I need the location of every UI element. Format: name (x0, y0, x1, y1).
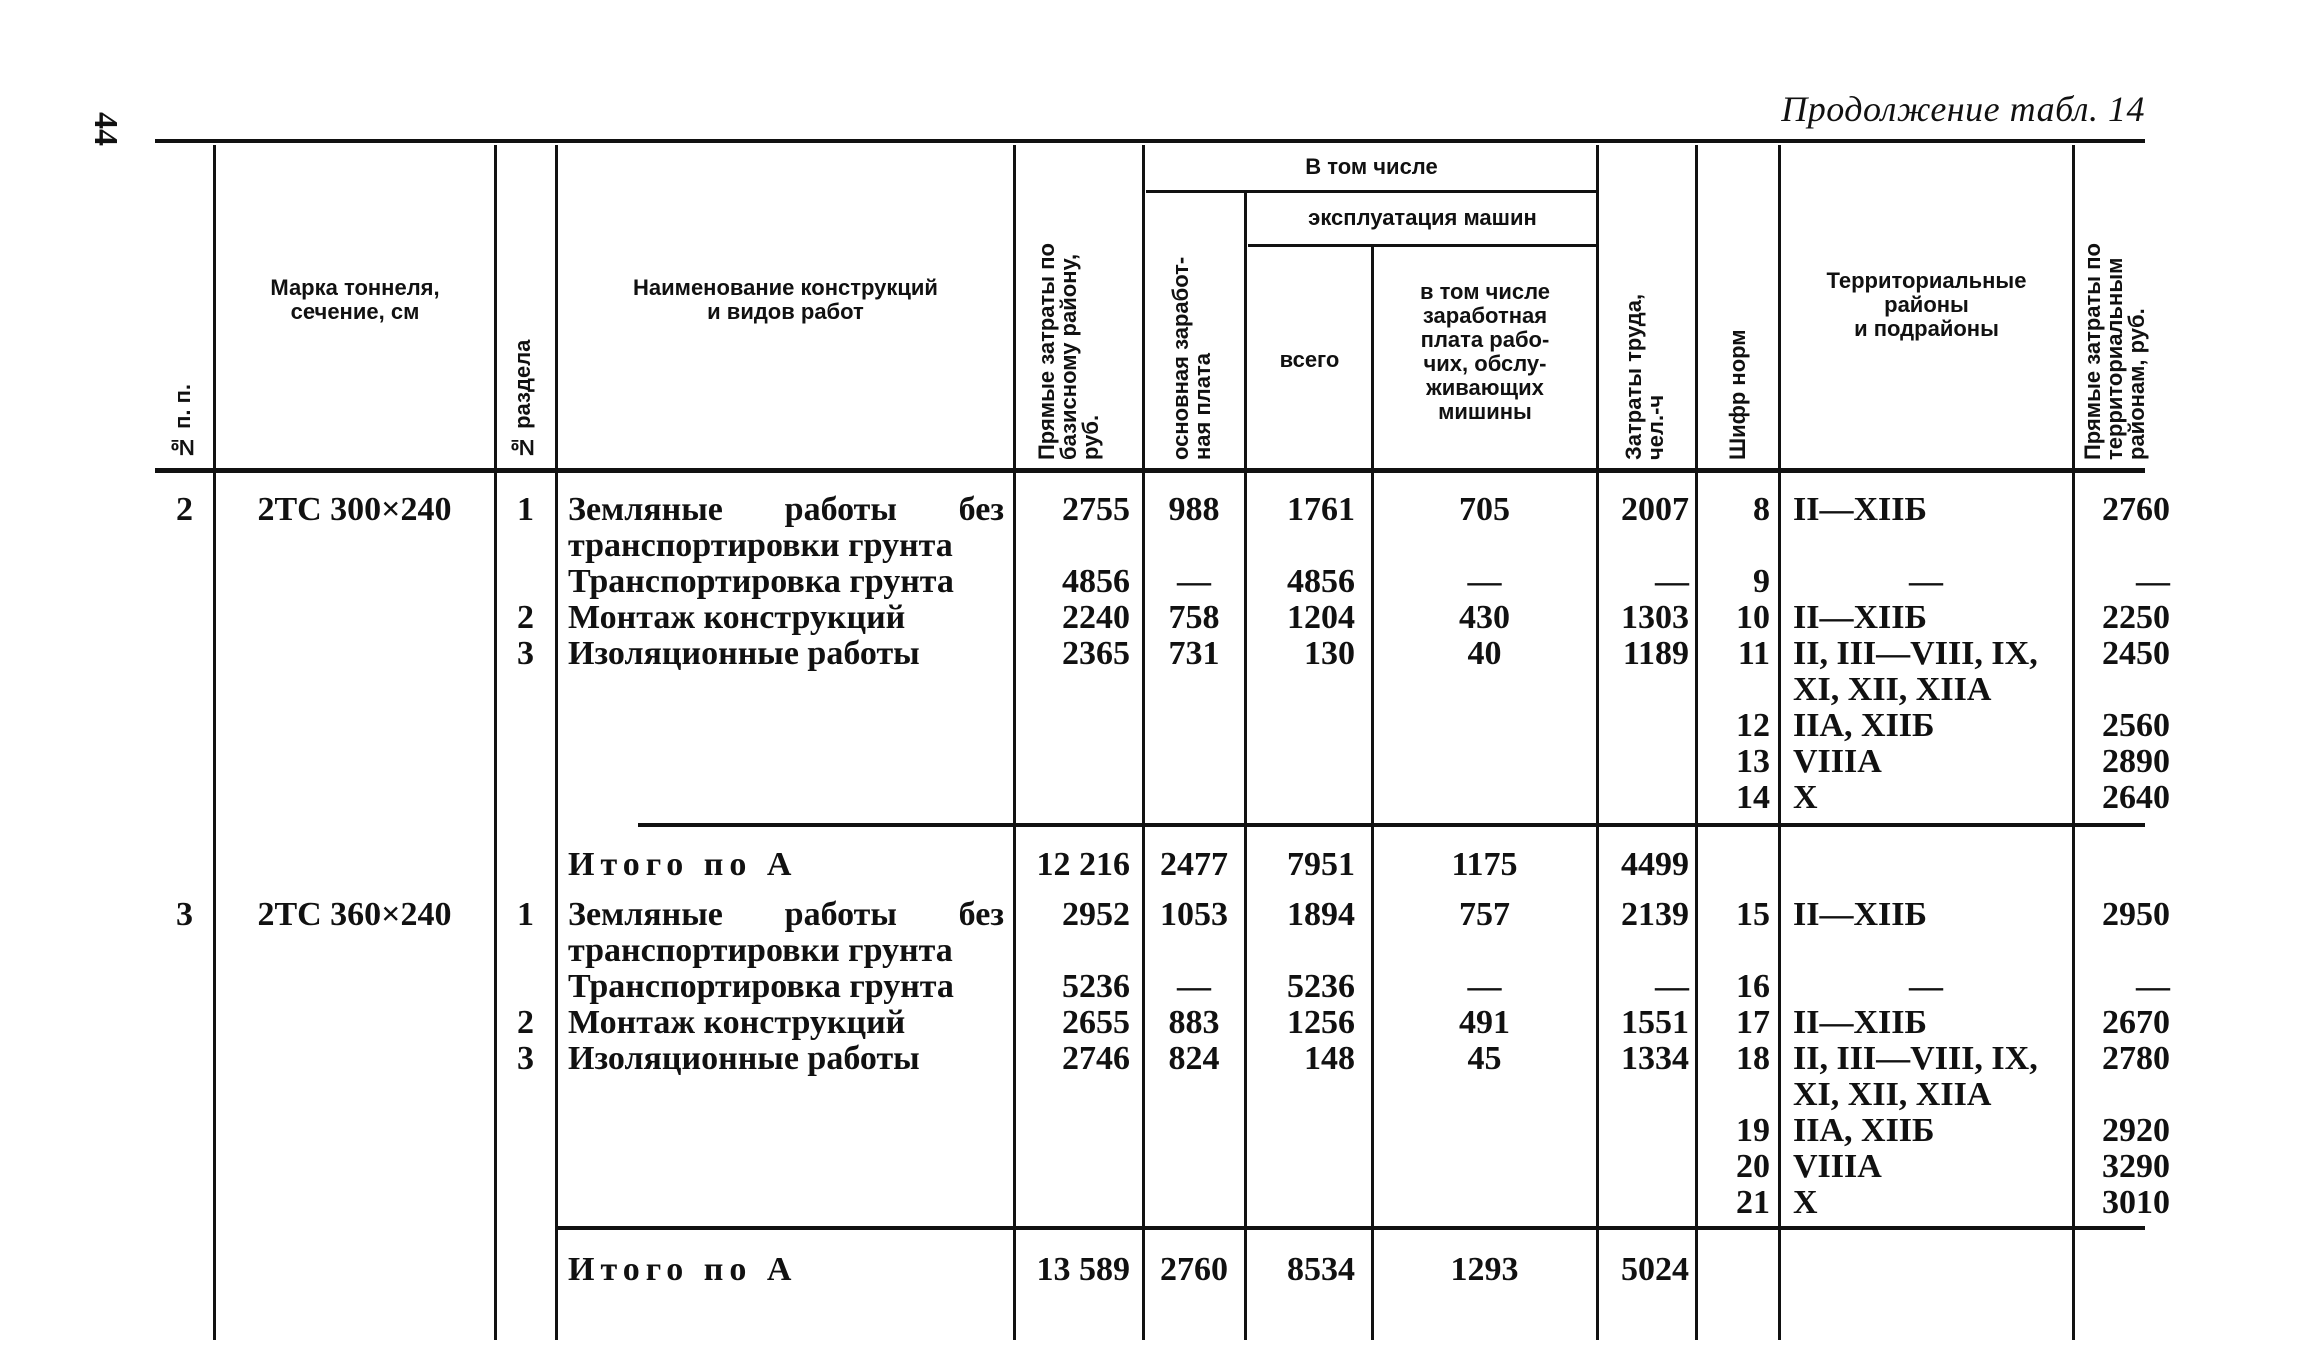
territorial-region: VIIIA (1793, 1148, 1882, 1185)
header-mach-wage: в том числе заработная плата рабо- чих, обслу- живающих мишины (1419, 279, 1551, 424)
header-bottom-rule (155, 468, 2145, 473)
territorial-region: VIIIA (1793, 743, 1882, 780)
territorial-cost: 2760 (2102, 491, 2170, 528)
subtotal-rule (555, 1226, 2145, 1230)
labor-cost: — (1655, 968, 1689, 1005)
norm-code: 21 (1736, 1184, 1770, 1221)
section-number: 3 (517, 1040, 534, 1077)
page-number: 44 (87, 112, 124, 146)
header-labor: Затраты труда, чел.-ч (1621, 293, 1668, 460)
machine-cost: 148 (1304, 1040, 1355, 1077)
work-name: Монтаж конструкций (568, 1004, 906, 1041)
work-name: Монтаж конструкций (568, 599, 906, 636)
direct-cost: 2952 (1062, 896, 1130, 933)
territorial-region: XI, XII, XIIA (1793, 671, 1992, 708)
labor-cost: 1334 (1621, 1040, 1689, 1077)
work-name: Изоляционные работы (568, 1040, 920, 1077)
header-name: Наименование конструкций и видов работ (633, 275, 938, 324)
header-regions: Территориальные районы и подрайоны (1826, 268, 2027, 341)
territorial-cost: 2890 (2102, 743, 2170, 780)
territorial-cost: 2950 (2102, 896, 2170, 933)
subtotal-machine-wage: 1175 (1451, 846, 1518, 883)
header-direct: Прямые затраты по базисному району, руб. (1034, 243, 1103, 460)
subtotal-labor-cost: 4499 (1621, 846, 1689, 883)
header-section: № раздела (510, 339, 535, 460)
territorial-cost: 2920 (2102, 1112, 2170, 1149)
table-continuation-title: Продолжение табл. 14 (1781, 89, 2145, 129)
territorial-cost: 3290 (2102, 1148, 2170, 1185)
machine-cost: 4856 (1287, 563, 1355, 600)
header-machines: эксплуатация машин (1308, 205, 1537, 230)
work-name: Транспортировка грунта (568, 563, 954, 600)
col-divider (494, 145, 497, 1340)
section-number: 3 (517, 635, 534, 672)
territorial-cost: 2250 (2102, 599, 2170, 636)
territorial-region: II, III—VIII, IX, (1793, 635, 2038, 672)
territorial-region: XI, XII, XIIA (1793, 1076, 1992, 1113)
subtotal-label: Итого по А (568, 1251, 798, 1288)
territorial-region: II, III—VIII, IX, (1793, 1040, 2038, 1077)
machine-cost: 1761 (1287, 491, 1355, 528)
norm-code: 14 (1736, 779, 1770, 816)
machines-rule (1248, 244, 1597, 247)
work-name: Изоляционные работы (568, 635, 920, 672)
work-name: Транспортировка грунта (568, 968, 954, 1005)
machine-wage: 491 (1459, 1004, 1510, 1041)
territorial-cost: — (2136, 563, 2170, 600)
work-name: Земляные работы без (568, 491, 1004, 528)
territorial-cost: 3010 (2102, 1184, 2170, 1221)
norm-code: 8 (1753, 491, 1770, 528)
subtotal-machine-cost: 8534 (1287, 1251, 1355, 1288)
direct-cost: 4856 (1062, 563, 1130, 600)
machine-cost: 1256 (1287, 1004, 1355, 1041)
section-number: 2 (517, 599, 534, 636)
labor-cost: 2139 (1621, 896, 1689, 933)
table-top-rule (155, 139, 2145, 143)
base-wage: — (1177, 968, 1211, 1005)
labor-cost: 2007 (1621, 491, 1689, 528)
direct-cost: 2240 (1062, 599, 1130, 636)
subtotal-direct-cost: 12 216 (1036, 846, 1130, 883)
base-wage: — (1177, 563, 1211, 600)
col-divider (1596, 145, 1599, 1340)
direct-cost: 2755 (1062, 491, 1130, 528)
norm-code: 12 (1736, 707, 1770, 744)
norm-code: 10 (1736, 599, 1770, 636)
labor-cost: 1551 (1621, 1004, 1689, 1041)
header-num: № п. п. (170, 383, 195, 460)
machine-cost: 5236 (1287, 968, 1355, 1005)
territorial-region: — (1909, 563, 1943, 600)
territorial-region: IIA, XIIБ (1793, 707, 1935, 744)
machine-wage: 705 (1459, 491, 1510, 528)
machine-cost: 1204 (1287, 599, 1355, 636)
base-wage: 1053 (1160, 896, 1228, 933)
header-code: Шифр норм (1725, 329, 1750, 460)
work-name: транспортировки грунта (568, 527, 953, 564)
section-number: 1 (517, 491, 534, 528)
territorial-region: X (1793, 1184, 1818, 1221)
work-name: Земляные работы без (568, 896, 1004, 933)
machine-wage: — (1467, 563, 1502, 600)
direct-cost: 2365 (1062, 635, 1130, 672)
territorial-cost: — (2136, 968, 2170, 1005)
territorial-region: II—XIIБ (1793, 491, 1927, 528)
territorial-cost: 2640 (2102, 779, 2170, 816)
header-incl: В том числе (1305, 154, 1438, 179)
col-divider (1142, 145, 1145, 1340)
header-mach-total: всего (1279, 347, 1340, 372)
territorial-cost: 2670 (2102, 1004, 2170, 1041)
norm-code: 19 (1736, 1112, 1770, 1149)
base-wage: 824 (1168, 1040, 1220, 1077)
machine-wage: 45 (1467, 1040, 1502, 1077)
subtotal-labor-cost: 5024 (1621, 1251, 1689, 1288)
base-wage: 758 (1168, 599, 1220, 636)
norm-code: 13 (1736, 743, 1770, 780)
header-wage: основная заработ- ная плата (1168, 256, 1215, 460)
base-wage: 988 (1168, 491, 1220, 528)
machine-cost: 130 (1304, 635, 1355, 672)
tunnel-mark: 2ТС 360×240 (257, 896, 452, 933)
header-terr: Прямые затраты по территориальным районам, руб. (2080, 243, 2149, 460)
subtotal-machine-wage: 1293 (1450, 1251, 1519, 1288)
subtotal-label: Итого по А (568, 846, 798, 883)
labor-cost: 1189 (1622, 635, 1689, 672)
norm-code: 17 (1736, 1004, 1770, 1041)
territorial-region: X (1793, 779, 1818, 816)
tunnel-mark: 2ТС 300×240 (257, 491, 452, 528)
territorial-region: IIA, XIIБ (1793, 1112, 1935, 1149)
norm-code: 15 (1736, 896, 1770, 933)
col-divider (1013, 145, 1016, 1340)
subtotal-machine-cost: 7951 (1287, 846, 1355, 883)
machine-wage: 430 (1459, 599, 1510, 636)
norm-code: 11 (1737, 635, 1770, 672)
subtotal-direct-cost: 13 589 (1036, 1251, 1130, 1288)
territorial-region: II—XIIБ (1793, 896, 1927, 933)
territorial-region: II—XIIБ (1793, 599, 1927, 636)
territorial-cost: 2560 (2102, 707, 2170, 744)
subtotal-base-wage: 2477 (1160, 846, 1228, 883)
territorial-cost: 2780 (2102, 1040, 2170, 1077)
territorial-region: II—XIIБ (1793, 1004, 1927, 1041)
row-number: 3 (176, 896, 193, 933)
direct-cost: 5236 (1062, 968, 1130, 1005)
norm-code: 16 (1736, 968, 1770, 1005)
direct-cost: 2655 (1062, 1004, 1130, 1041)
norm-code: 18 (1736, 1040, 1770, 1077)
norm-code: 9 (1753, 563, 1770, 600)
section-number: 1 (517, 896, 534, 933)
work-name: транспортировки грунта (568, 932, 953, 969)
subtotal-rule (638, 823, 2145, 827)
machine-cost: 1894 (1287, 896, 1355, 933)
row-number: 2 (176, 491, 193, 528)
machine-wage: — (1467, 968, 1502, 1005)
col-divider (1244, 193, 1247, 1340)
subtotal-base-wage: 2760 (1160, 1251, 1228, 1288)
header-mark: Марка тоннеля, сечение, см (270, 275, 440, 324)
section-number: 2 (517, 1004, 534, 1041)
labor-cost: 1303 (1621, 599, 1689, 636)
territorial-region: — (1909, 968, 1943, 1005)
machine-wage: 40 (1467, 635, 1502, 672)
norm-code: 20 (1736, 1148, 1770, 1185)
territorial-cost: 2450 (2102, 635, 2170, 672)
direct-cost: 2746 (1062, 1040, 1130, 1077)
base-wage: 883 (1168, 1004, 1220, 1041)
labor-cost: — (1655, 563, 1689, 600)
machine-wage: 757 (1459, 896, 1510, 933)
base-wage: 731 (1168, 635, 1220, 672)
